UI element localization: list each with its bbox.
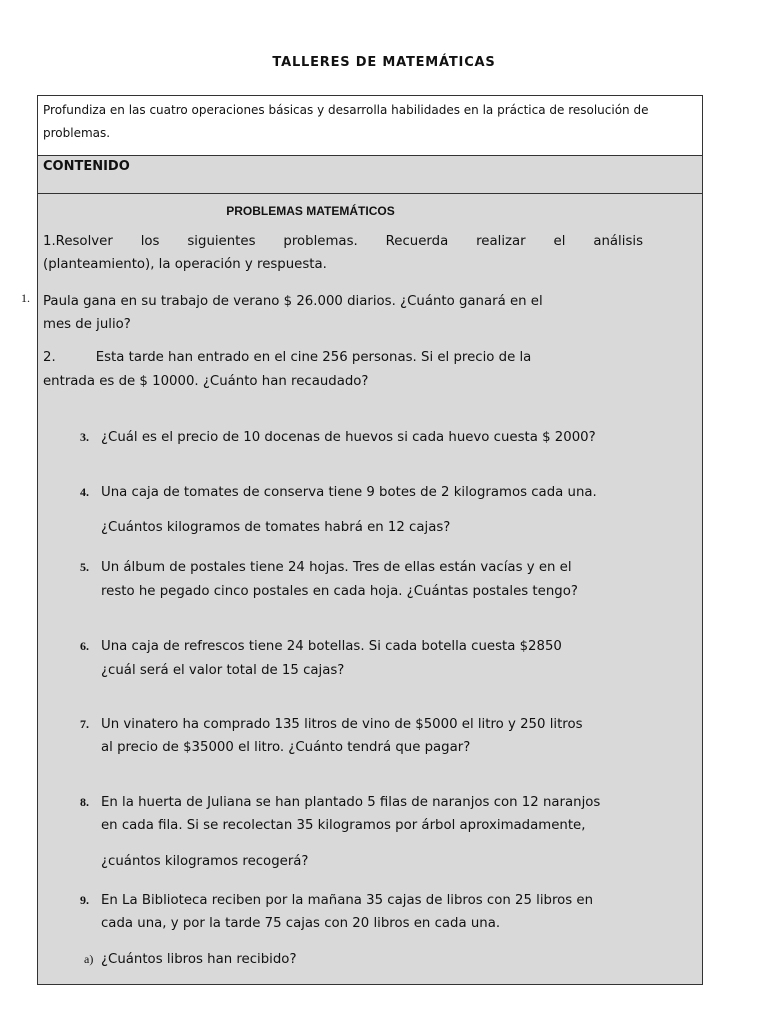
page-title: TALLERES DE MATEMÁTICAS xyxy=(272,55,496,70)
problem-1-line-2: mes de julio? xyxy=(43,317,131,332)
problem-4-line-1: Una caja de tomates de conserva tiene 9 botes de 2 kilogramos cada una. xyxy=(101,485,597,500)
intro-box: Profundiza en las cuatro operaciones básicas y desarrolla habilidades en la práctica de resolución de problemas. xyxy=(37,95,703,156)
problem-2-number: 2. xyxy=(43,350,56,365)
problem-7-line-1: Un vinatero ha comprado 135 litros de vino de $5000 el litro y 250 litros xyxy=(101,717,583,732)
problem-9a-label: a) xyxy=(84,952,94,966)
problem-9-line-1: En La Biblioteca reciben por la mañana 35 cajas de libros con 25 libros en xyxy=(101,893,594,908)
instruction-line-2: (planteamiento), la operación y respuesta. xyxy=(43,257,327,272)
problem-8-line-2: en cada fila. Si se recolectan 35 kilogramos por árbol aproximadamente, xyxy=(101,818,586,833)
problem-8-line-1: En la huerta de Juliana se han plantado 5 filas de naranjos con 12 naranjos xyxy=(101,795,601,810)
problem-3-number: 3. xyxy=(80,430,89,444)
problem-2-text: Esta tarde han entrado en el cine 256 personas. Si el precio de la xyxy=(95,350,532,365)
problem-6-number: 6. xyxy=(80,639,89,653)
problem-9-line-2: cada una, y por la tarde 75 cajas con 20 libros en cada una. xyxy=(101,916,501,931)
problem-3-line-1: ¿Cuál es el precio de 10 docenas de huevos si cada huevo cuesta $ 2000? xyxy=(101,430,596,445)
problem-7-number: 7. xyxy=(80,717,89,731)
problem-2-line-1 xyxy=(43,346,531,369)
problem-8-number: 8. xyxy=(80,795,89,809)
problem-9a-text: ¿Cuántos libros han recibido? xyxy=(101,952,297,967)
problem-4-line-2: ¿Cuántos kilogramos de tomates habrá en 12 cajas? xyxy=(101,520,451,535)
problem-1-line-1: Paula gana en su trabajo de verano $ 26.000 diarios. ¿Cuánto ganará en el xyxy=(43,294,543,309)
contenido-header: CONTENIDO xyxy=(37,155,703,194)
problem-7-line-2: al precio de $35000 el litro. ¿Cuánto tendrá que pagar? xyxy=(101,740,471,755)
instruction-line-1: 1.Resolver los siguientes problemas. Recuerda realizar el análisis xyxy=(43,234,643,249)
problem-5-line-1: Un álbum de postales tiene 24 hojas. Tres de ellas están vacías y en el xyxy=(101,560,572,575)
problem-6-line-1: Una caja de refrescos tiene 24 botellas. Si cada botella cuesta $2850 xyxy=(101,639,562,654)
problem-6-line-2: ¿cuál será el valor total de 15 cajas? xyxy=(101,663,345,678)
problems-section xyxy=(37,193,703,985)
problem-1-number: 1. xyxy=(21,291,30,305)
problem-4-number: 4. xyxy=(80,485,89,499)
problem-2-line-2: entrada es de $ 10000. ¿Cuánto han recaudado? xyxy=(43,374,369,389)
problem-9-number: 9. xyxy=(80,893,89,907)
problems-subtitle: PROBLEMAS MATEMÁTICOS xyxy=(226,204,395,218)
problem-8-line-3: ¿cuántos kilogramos recogerá? xyxy=(101,854,309,869)
problem-5-number: 5. xyxy=(80,560,89,574)
problem-5-line-2: resto he pegado cinco postales en cada hoja. ¿Cuántas postales tengo? xyxy=(101,584,578,599)
